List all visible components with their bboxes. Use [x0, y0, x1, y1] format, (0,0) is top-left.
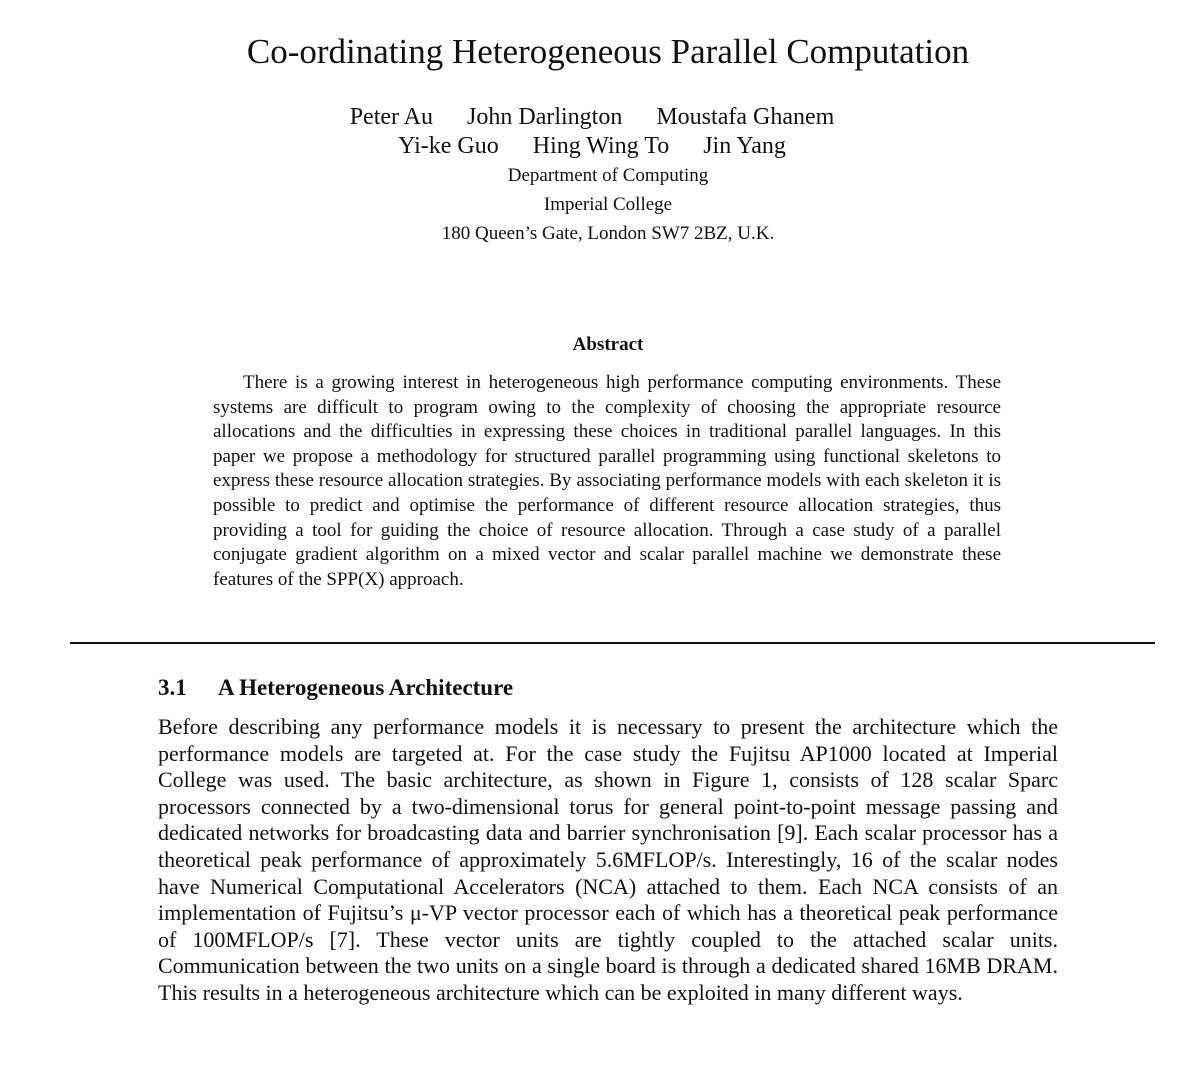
author-name: John Darlington [467, 104, 623, 130]
author-name: Moustafa Ghanem [656, 104, 835, 130]
affiliation-address: 180 Queen’s Gate, London SW7 2BZ, U.K. [441, 223, 775, 244]
section-number: 3.1 [158, 675, 187, 700]
author-list-row-1 [0, 102, 1184, 132]
abstract-heading: Abstract [572, 334, 644, 355]
section-title: A Heterogeneous Architecture [218, 675, 514, 700]
section-heading [158, 673, 513, 703]
author-name: Jin Yang [703, 133, 786, 159]
paper-title: Co-ordinating Heterogeneous Parallel Computation [246, 32, 970, 71]
affiliation-department: Department of Computing [507, 165, 709, 186]
author-name: Peter Au [349, 104, 434, 130]
author-name: Yi-ke Guo [398, 133, 499, 159]
author-list-row-2 [0, 131, 1184, 161]
horizontal-rule [70, 642, 1155, 644]
affiliation-institution: Imperial College [543, 194, 673, 215]
abstract-text: There is a growing interest in heterogeneous high performance computing environments. These systems are difficult to program owing to the complexity of choosing the appropriate resource allocations and the difficulties in expressing these choices in traditional parallel languages. In this paper we propose a methodology for structured parallel programming using functional skeletons to express these resource allocation strategies. By associating performance models with each skeleton it is possible to predict and optimise the performance of different resource allocation strategies, thus providing a tool for guiding the choice of resource allocation. Through a case study of a parallel conjugate gradient algorithm on a mixed vector and scalar parallel machine we demonstrate these features of the SPP(X) approach. [213, 372, 1001, 590]
author-name: Hing Wing To [532, 133, 670, 159]
section-body-text: Before describing any performance models it is necessary to present the architecture which the performance models are targeted at. For the case study the Fujitsu AP1000 located at Imperial College was used. The basic architecture, as shown in Figure 1, consists of 128 scalar Sparc processors connected by a two-dimensional torus for general point-to-point message passing and dedicated networks for broadcasting data and barrier synchronisation [9]. Each scalar processor has a theoretical peak performance of approximately 5.6MFLOP/s. Interestingly, 16 of the scalar nodes have Numerical Computational Accelerators (NCA) attached to them. Each NCA consists of an implementation of Fujitsu’s μ-VP vector processor each of which has a theoretical peak performance of 100MFLOP/s [7]. These vector units are tightly coupled to the attached scalar units. Communication between the two units on a single board is through a dedicated shared 16MB DRAM. This results in a heterogeneous architecture which can be exploited in many different ways. [158, 714, 1058, 1005]
